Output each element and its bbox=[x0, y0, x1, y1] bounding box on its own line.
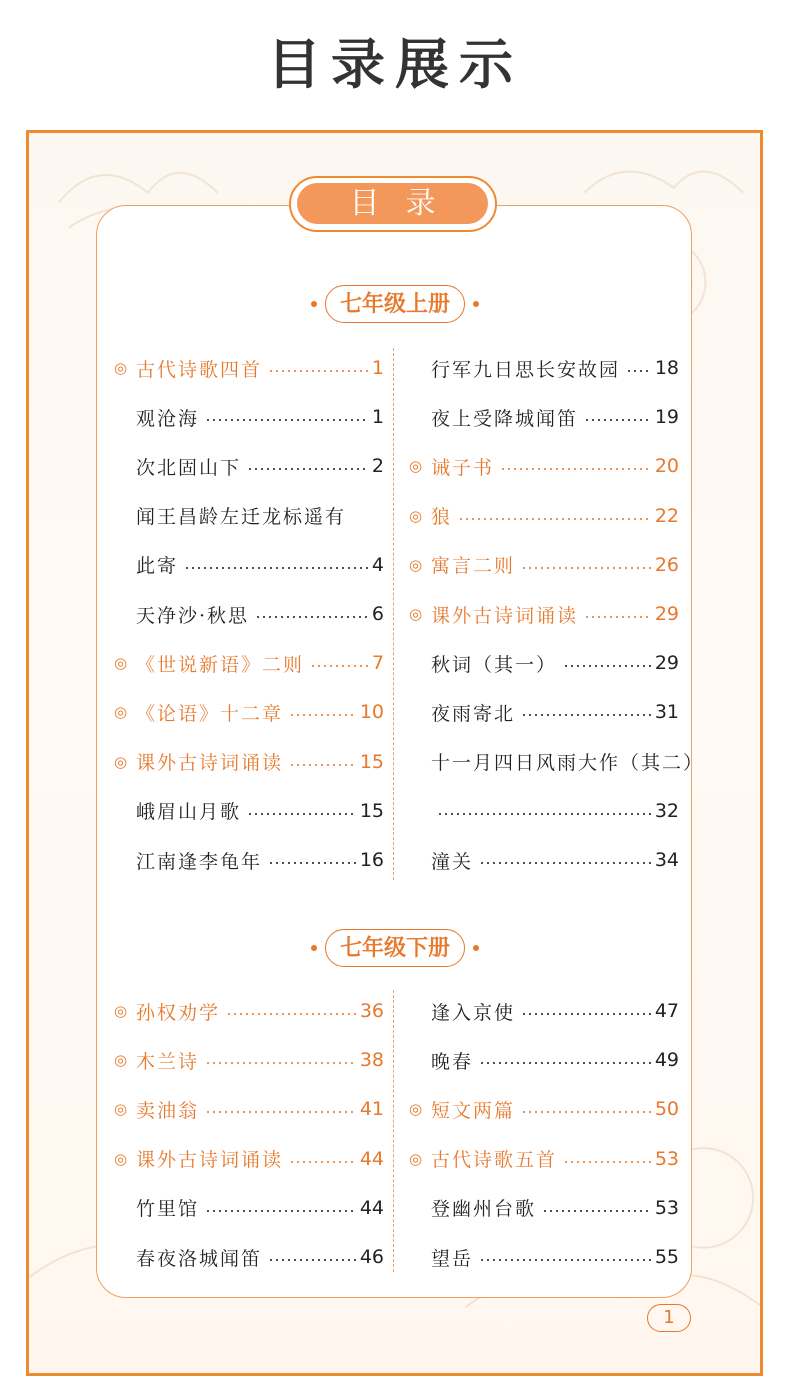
toc-entry bbox=[409, 353, 679, 383]
toc-entry-page: 6 bbox=[371, 603, 384, 625]
toc-entry bbox=[114, 353, 384, 383]
toc-entry bbox=[114, 1193, 384, 1223]
toc-entry-title: 狼 bbox=[431, 506, 453, 529]
toc-entry bbox=[409, 697, 679, 727]
toc-entry-title: 潼关 bbox=[431, 850, 474, 873]
bullet-circle-icon: ◎ bbox=[409, 1149, 423, 1168]
dot-leader bbox=[255, 616, 368, 618]
toc-entry-title: 木兰诗 bbox=[136, 1050, 200, 1073]
toc-entry-page: 19 bbox=[654, 406, 679, 429]
bullet-circle-icon: ◎ bbox=[409, 605, 423, 623]
dot-leader bbox=[247, 468, 368, 470]
toc-entry bbox=[409, 996, 679, 1026]
toc-entry-page: 44 bbox=[359, 1147, 384, 1170]
toc-entry-page: 49 bbox=[654, 1049, 679, 1072]
toc-entry bbox=[114, 501, 384, 531]
toc-entry bbox=[114, 451, 384, 481]
toc-entry bbox=[114, 402, 384, 432]
toc-entry-title: 古代诗歌五首 bbox=[431, 1149, 558, 1172]
dot-leader bbox=[521, 714, 651, 716]
toc-entry bbox=[409, 1045, 679, 1075]
toc-entry-title: 古代诗歌四首 bbox=[136, 358, 263, 381]
toc-entry-page: 41 bbox=[359, 1098, 384, 1121]
dot-leader bbox=[289, 764, 356, 766]
toc-entry-title: 秋词（其一） bbox=[431, 653, 558, 676]
toc-entry bbox=[409, 796, 679, 826]
dot-leader bbox=[521, 1013, 651, 1015]
grade-heading-up bbox=[296, 283, 494, 325]
page-title: 目录展示 bbox=[267, 33, 523, 96]
toc-entry bbox=[114, 796, 384, 826]
toc-entry-page: 20 bbox=[654, 455, 679, 478]
toc-entry-page: 53 bbox=[654, 1147, 679, 1170]
toc-entry bbox=[114, 550, 384, 580]
grade-heading-label: 七年级下册 bbox=[325, 929, 465, 967]
toc-entry-title: 诫子书 bbox=[431, 456, 495, 479]
toc-entry-page: 38 bbox=[359, 1049, 384, 1072]
bullet-circle-icon: ◎ bbox=[114, 1100, 128, 1119]
bullet-circle-icon: ◎ bbox=[114, 1149, 128, 1168]
toc-entry-title: 《世说新语》二则 bbox=[136, 653, 305, 676]
dot-leader bbox=[268, 1259, 356, 1261]
toc-entry bbox=[409, 501, 679, 531]
toc-entry bbox=[409, 599, 679, 629]
dot-leader bbox=[584, 616, 651, 618]
toc-entry bbox=[114, 1045, 384, 1075]
dot-leader bbox=[563, 665, 651, 667]
toc-entry-page: 2 bbox=[371, 455, 384, 478]
heading-dot-icon bbox=[473, 945, 479, 951]
toc-entry-page: 16 bbox=[359, 849, 384, 871]
dot-leader bbox=[521, 1111, 651, 1113]
toc-entry-title: 晚春 bbox=[431, 1050, 474, 1073]
bullet-circle-icon: ◎ bbox=[114, 752, 128, 771]
toc-entry bbox=[114, 996, 384, 1026]
toc-badge bbox=[289, 176, 497, 232]
toc-entry-title: 登幽州台歌 bbox=[431, 1198, 537, 1221]
toc-entry-title: 竹里馆 bbox=[136, 1198, 200, 1221]
bullet-circle-icon: ◎ bbox=[114, 703, 128, 722]
grade-heading-label: 七年级上册 bbox=[325, 285, 465, 323]
toc-entry-title: 短文两篇 bbox=[431, 1099, 516, 1122]
toc-entry-page: 1 bbox=[371, 406, 384, 429]
toc-entry-title: 孙权劝学 bbox=[136, 1001, 221, 1024]
heading-dot-icon bbox=[311, 301, 317, 307]
bullet-circle-icon: ◎ bbox=[114, 654, 128, 673]
toc-entry-page: 26 bbox=[654, 553, 679, 576]
toc-badge-label: 目录 bbox=[297, 183, 488, 224]
page-number-badge: 1 bbox=[647, 1304, 691, 1332]
toc-entry-title: 行军九日思长安故园 bbox=[431, 358, 621, 381]
dot-leader bbox=[205, 1111, 356, 1113]
toc-entry-title: 闻王昌龄左迁龙标遥有 bbox=[136, 506, 347, 529]
toc-entry-title: 夜上受降城闻笛 bbox=[431, 407, 579, 430]
toc-entry-page: 7 bbox=[371, 652, 384, 675]
dot-leader bbox=[479, 1259, 651, 1261]
toc-entry-title: 课外古诗词诵读 bbox=[136, 1149, 284, 1172]
toc-entry-page: 46 bbox=[359, 1246, 384, 1268]
dot-leader bbox=[479, 1062, 651, 1064]
toc-entry-title: 《论语》十二章 bbox=[136, 702, 284, 725]
toc-entry-page: 29 bbox=[654, 603, 679, 625]
toc-entry bbox=[409, 1094, 679, 1124]
toc-entry-page: 31 bbox=[654, 701, 679, 724]
grade-heading-down bbox=[296, 927, 494, 969]
dot-leader bbox=[479, 862, 651, 864]
toc-entry-title: 寓言二则 bbox=[431, 555, 516, 578]
toc-entry bbox=[114, 1144, 384, 1174]
toc-entry-title: 江南逢李龟年 bbox=[136, 850, 263, 873]
toc-entry bbox=[114, 845, 384, 875]
toc-entry-page: 44 bbox=[359, 1196, 384, 1219]
toc-entry-title: 峨眉山月歌 bbox=[136, 801, 242, 824]
dot-leader bbox=[268, 370, 368, 372]
toc-entry-page: 55 bbox=[654, 1246, 679, 1268]
toc-entry-title: 此寄 bbox=[136, 555, 179, 578]
dot-leader bbox=[247, 813, 356, 815]
dot-leader bbox=[584, 419, 651, 421]
toc-entry-page: 47 bbox=[654, 1000, 679, 1022]
bullet-circle-icon: ◎ bbox=[114, 1051, 128, 1070]
toc-entry-title: 天净沙·秋思 bbox=[136, 604, 250, 627]
dot-leader bbox=[184, 567, 368, 569]
toc-entry-title: 次北固山下 bbox=[136, 456, 242, 479]
toc-entry-title: 春夜洛城闻笛 bbox=[136, 1247, 263, 1270]
toc-entry bbox=[409, 845, 679, 875]
toc-entry bbox=[409, 402, 679, 432]
toc-entry bbox=[409, 648, 679, 678]
toc-entry-page: 32 bbox=[654, 799, 679, 822]
dot-leader bbox=[268, 862, 356, 864]
toc-entry bbox=[114, 1094, 384, 1124]
dot-leader bbox=[500, 468, 651, 470]
bullet-circle-icon: ◎ bbox=[409, 1100, 423, 1119]
toc-entry-title: 十一月四日风雨大作（其二） bbox=[431, 752, 705, 775]
toc-entry bbox=[409, 550, 679, 580]
dot-leader bbox=[626, 370, 651, 372]
toc-entry-title: 卖油翁 bbox=[136, 1099, 200, 1122]
toc-entry-title: 观沧海 bbox=[136, 407, 200, 430]
toc-entry-title: 课外古诗词诵读 bbox=[136, 752, 284, 775]
toc-entry bbox=[409, 747, 705, 777]
column-divider-up bbox=[393, 348, 394, 880]
toc-entry bbox=[409, 1242, 679, 1272]
heading-dot-icon bbox=[473, 301, 479, 307]
toc-entry bbox=[409, 451, 679, 481]
bullet-circle-icon: ◎ bbox=[409, 506, 423, 525]
dot-leader bbox=[289, 1161, 356, 1163]
toc-entry-page: 15 bbox=[359, 799, 384, 822]
dot-leader bbox=[205, 419, 368, 421]
toc-entry bbox=[114, 599, 384, 629]
toc-entry-title: 课外古诗词诵读 bbox=[431, 604, 579, 627]
toc-entry bbox=[409, 1193, 679, 1223]
dot-leader bbox=[205, 1210, 356, 1212]
bullet-circle-icon: ◎ bbox=[114, 1002, 128, 1020]
toc-entry-page: 36 bbox=[359, 1000, 384, 1022]
toc-entry-title: 逢入京使 bbox=[431, 1001, 516, 1024]
toc-entry bbox=[114, 697, 384, 727]
dot-leader bbox=[437, 813, 651, 815]
toc-entry bbox=[409, 1144, 679, 1174]
bullet-circle-icon: ◎ bbox=[409, 555, 423, 574]
toc-entry-title: 望岳 bbox=[431, 1247, 474, 1270]
dot-leader bbox=[458, 518, 651, 520]
toc-entry bbox=[114, 747, 384, 777]
toc-entry-page: 53 bbox=[654, 1196, 679, 1219]
toc-entry-page: 15 bbox=[359, 750, 384, 773]
toc-entry-page: 4 bbox=[371, 553, 384, 576]
toc-entry-title: 夜雨寄北 bbox=[431, 702, 516, 725]
dot-leader bbox=[521, 567, 651, 569]
toc-entry-page: 18 bbox=[654, 357, 679, 379]
toc-entry-page: 34 bbox=[654, 849, 679, 871]
column-divider-down bbox=[393, 990, 394, 1272]
dot-leader bbox=[205, 1062, 356, 1064]
dot-leader bbox=[542, 1210, 651, 1212]
bullet-circle-icon: ◎ bbox=[114, 359, 128, 377]
heading-dot-icon bbox=[311, 945, 317, 951]
toc-entry bbox=[114, 1242, 384, 1272]
toc-entry-page: 22 bbox=[654, 504, 679, 527]
bullet-circle-icon: ◎ bbox=[409, 457, 423, 476]
toc-entry-page: 50 bbox=[654, 1098, 679, 1121]
dot-leader bbox=[289, 714, 356, 716]
dot-leader bbox=[226, 1013, 356, 1015]
toc-entry bbox=[114, 648, 384, 678]
dot-leader bbox=[563, 1161, 651, 1163]
toc-entry-page: 29 bbox=[654, 652, 679, 675]
toc-entry-page: 1 bbox=[371, 357, 384, 379]
toc-entry-page: 10 bbox=[359, 701, 384, 724]
dot-leader bbox=[310, 665, 368, 667]
